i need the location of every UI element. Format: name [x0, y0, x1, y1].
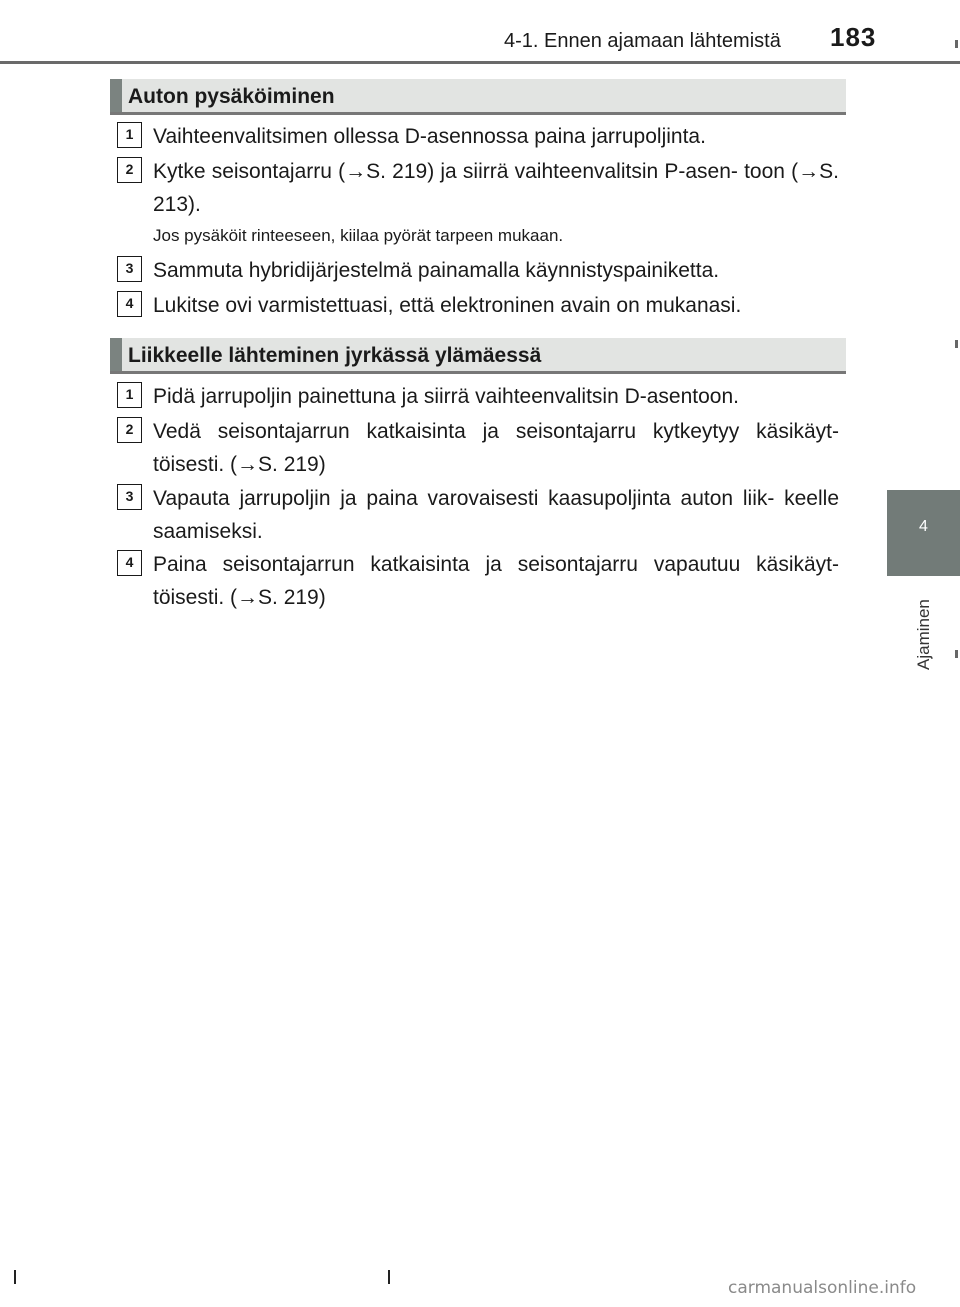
step-text: Pidä jarrupoljin painettuna ja siirrä vaihteenvalitsin D-asentoon. — [153, 385, 740, 408]
chapter-label: Ajaminen — [914, 599, 933, 670]
chapter-tab — [887, 490, 960, 576]
crop-mark — [955, 40, 958, 48]
note-text: Jos pysäköit rinteeseen, kiilaa pyörät tarpeen mukaan. — [153, 226, 564, 245]
step-number-box: 1 — [117, 382, 142, 408]
step-number-box: 3 — [117, 256, 142, 282]
step-text: Lukitse ovi varmistettuasi, että elektroninen avain on mukanasi. — [153, 294, 742, 317]
step-text: Vapauta jarrupoljin ja paina varovaisesti kaasupoljinta auton liik- keelle saamiseksi. — [153, 487, 839, 543]
step-number-box: 3 — [117, 484, 142, 510]
section-title: Liikkeelle lähteminen jyrkässä ylämäessä — [128, 344, 542, 367]
watermark-link[interactable]: carmanualsonline.info — [728, 1278, 917, 1298]
step-number-box: 4 — [117, 291, 142, 317]
page-number: 183 — [830, 22, 877, 52]
step-text: Paina seisontajarrun katkaisinta ja seisontajarru vapautuu käsikäyt- töisesti. (→S. 219) — [153, 553, 839, 609]
step-number-box: 1 — [117, 122, 142, 148]
crop-mark — [14, 1270, 16, 1284]
crop-mark — [388, 1270, 390, 1284]
crop-mark — [955, 340, 958, 348]
heading-accent-bar — [110, 338, 122, 371]
step-text: Sammuta hybridijärjestelmä painamalla käynnistyspainiketta. — [153, 259, 720, 282]
section-heading-parking — [110, 79, 846, 115]
step-text: Vedä seisontajarrun katkaisinta ja seisontajarru kytkeytyy käsikäyt- töisesti. (→S. 219) — [153, 420, 839, 476]
running-header: 4-1. Ennen ajamaan lähtemistä — [504, 30, 781, 52]
section-heading-uphill — [110, 338, 846, 374]
heading-accent-bar — [110, 79, 122, 112]
chapter-label-wrap — [884, 590, 960, 670]
step-text: Kytke seisontajarru (→S. 219) ja siirrä vaihteenvalitsin P-asen- toon (→S. 213). — [153, 160, 839, 216]
step-text: Vaihteenvalitsimen ollessa D-asennossa paina jarrupoljinta. — [153, 125, 706, 148]
chapter-number: 4 — [919, 518, 928, 535]
header-rule — [0, 61, 960, 64]
step-number-box: 2 — [117, 157, 142, 183]
step-number-box: 4 — [117, 550, 142, 576]
step-number-box: 2 — [117, 417, 142, 443]
section-title: Auton pysäköiminen — [128, 85, 335, 108]
crop-mark — [955, 650, 958, 658]
